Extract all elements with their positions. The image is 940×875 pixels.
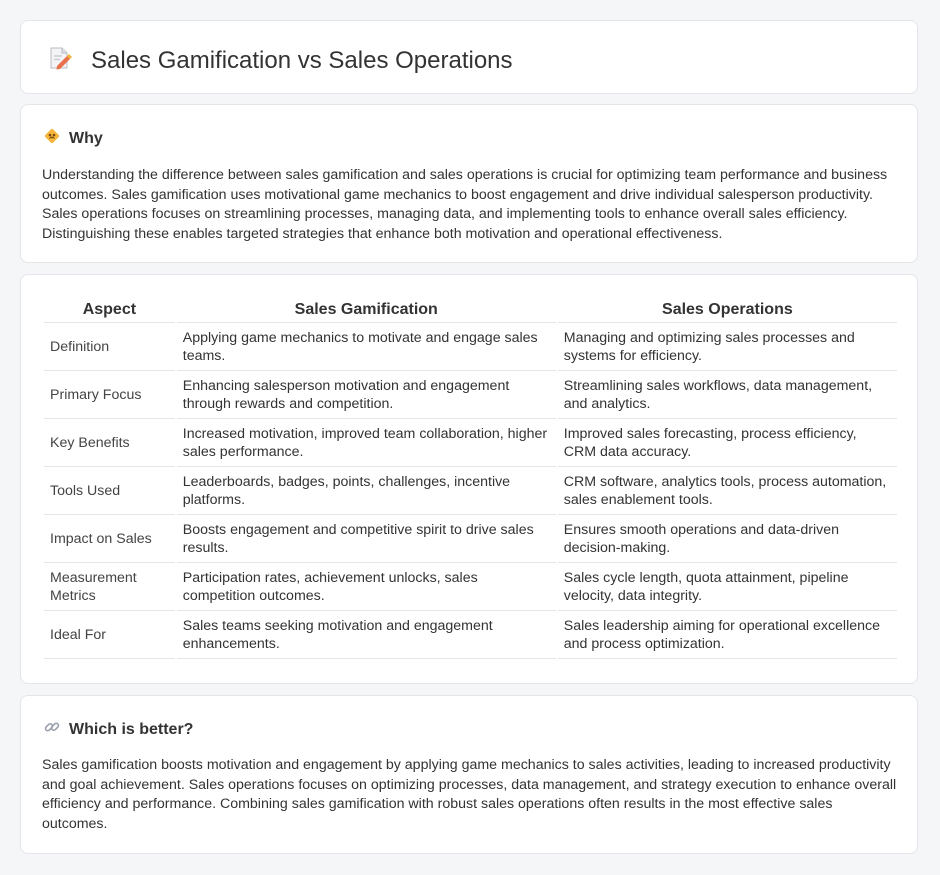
why-section <box>20 104 918 263</box>
operations-cell: Ensures smooth operations and data-driven decision-making. <box>558 515 897 563</box>
table-row <box>44 611 897 659</box>
link-icon <box>43 718 61 741</box>
aspect-cell: Impact on Sales <box>44 515 175 563</box>
table-row <box>44 515 897 563</box>
aspect-cell: Tools Used <box>44 467 175 515</box>
diamond-sign-icon <box>43 127 61 150</box>
table-row <box>44 371 897 419</box>
comparison-table <box>42 295 899 659</box>
table-header-row <box>44 295 897 323</box>
why-heading-row <box>43 127 103 150</box>
why-heading: Why <box>69 129 103 147</box>
aspect-cell: Definition <box>44 323 175 371</box>
table-row <box>44 467 897 515</box>
gamification-cell: Applying game mechanics to motivate and engage sales teams. <box>177 323 556 371</box>
header-card <box>20 20 918 94</box>
table-row <box>44 323 897 371</box>
operations-cell: Managing and optimizing sales processes and systems for efficiency. <box>558 323 897 371</box>
document-pencil-icon <box>47 45 73 76</box>
aspect-cell: Primary Focus <box>44 371 175 419</box>
better-heading-row <box>43 718 193 741</box>
aspect-cell: Measurement Metrics <box>44 563 175 611</box>
gamification-cell: Enhancing salesperson motivation and engagement through rewards and competition. <box>177 371 556 419</box>
operations-cell: Streamlining sales workflows, data management, and analytics. <box>558 371 897 419</box>
better-heading: Which is better? <box>69 720 194 738</box>
comparison-card <box>20 274 918 684</box>
aspect-cell: Ideal For <box>44 611 175 659</box>
why-text: Understanding the difference between sales gamification and sales operations is crucial for optimizing team performance and business outcomes. Sales gamification uses motivational game mechanics to boost engagement and drive individual salesperson productivity. Sales operations focuses on streamlining processes, managing data, and implementing tools to enhance overall sales efficiency. Distinguishing these enables targeted strategies that enhance both motivation and operational effectiveness. <box>42 167 888 242</box>
gamification-cell: Participation rates, achievement unlocks, sales competition outcomes. <box>177 563 556 611</box>
operations-cell: Sales cycle length, quota attainment, pipeline velocity, data integrity. <box>558 563 897 611</box>
operations-cell: Improved sales forecasting, process efficiency, CRM data accuracy. <box>558 419 897 467</box>
table-row <box>44 419 897 467</box>
page-title: Sales Gamification vs Sales Operations <box>91 46 513 74</box>
header-aspect: Aspect <box>44 295 175 323</box>
gamification-cell: Boosts engagement and competitive spirit to drive sales results. <box>177 515 556 563</box>
gamification-cell: Sales teams seeking motivation and engagement enhancements. <box>177 611 556 659</box>
aspect-cell: Key Benefits <box>44 419 175 467</box>
title-row <box>47 45 513 76</box>
which-is-better-section <box>20 695 918 854</box>
better-text: Sales gamification boosts motivation and engagement by applying game mechanics to sales activities, leading to increased productivity and goal achievement. Sales operations focuses on optimizing processes, data management, and strategy execution to enhance overall efficiency and performance. Combining sales gamification with robust sales operations often results in the most effective sales outcomes. <box>42 757 897 832</box>
header-sales-operations: Sales Operations <box>558 295 897 323</box>
gamification-cell: Increased motivation, improved team collaboration, higher sales performance. <box>177 419 556 467</box>
gamification-cell: Leaderboards, badges, points, challenges, incentive platforms. <box>177 467 556 515</box>
table-row <box>44 563 897 611</box>
operations-cell: CRM software, analytics tools, process automation, sales enablement tools. <box>558 467 897 515</box>
operations-cell: Sales leadership aiming for operational excellence and process optimization. <box>558 611 897 659</box>
header-sales-gamification: Sales Gamification <box>177 295 556 323</box>
